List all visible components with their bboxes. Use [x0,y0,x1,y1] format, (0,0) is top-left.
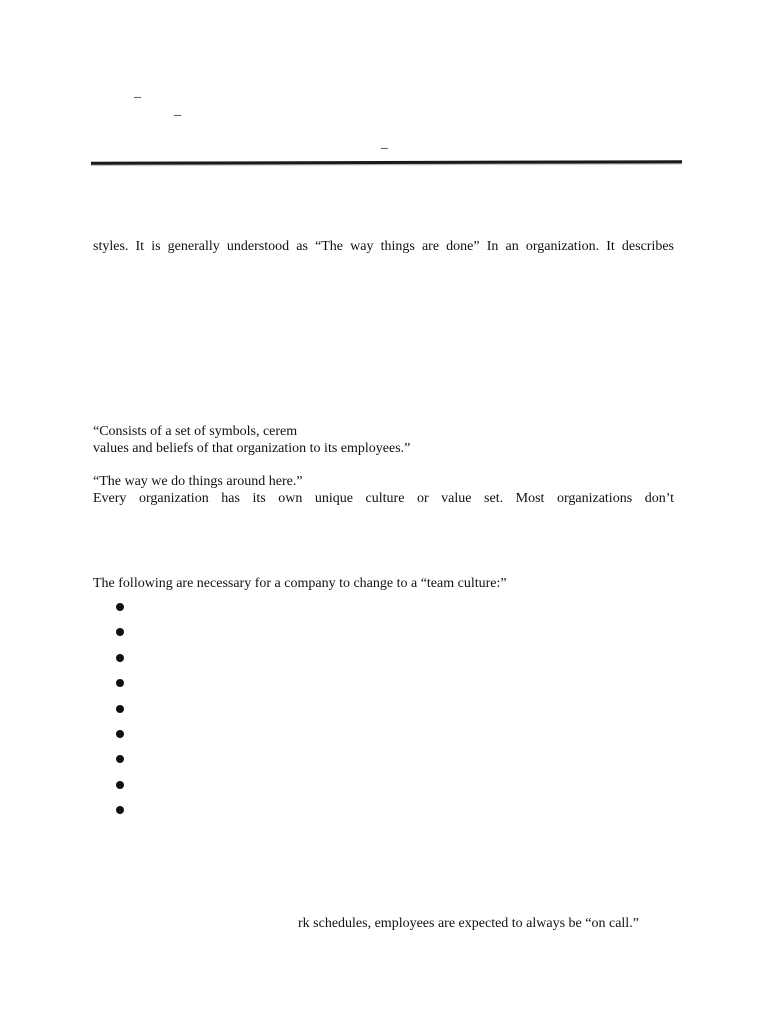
header-mark-1: _ [134,85,141,100]
bullet-icon [116,755,124,763]
header-mark-2: _ [174,103,181,118]
header-mark-3: _ [381,136,388,151]
bullet-icon [116,781,124,789]
bullet-icon [116,806,124,814]
bullet-icon [116,705,124,713]
definition-line: styles. It is generally understood as “The way things are done” In an organization. It describes [93,239,674,254]
bullet-icon [116,603,124,611]
header-rule [91,160,682,165]
every-organization-line: Every organization has its own unique culture or value set. Most organizations don’t [93,491,674,506]
quote-way-line: “The way we do things around here.” [93,474,303,489]
on-call-line: rk schedules, employees are expected to always be “on call.” [298,916,639,931]
bullet-icon [116,679,124,687]
team-culture-intro: The following are necessary for a company to change to a “team culture:” [93,576,507,591]
quote-consists-line: “Consists of a set of symbols, cerem [93,424,298,439]
bullet-icon [116,730,124,738]
quote-values-line: values and beliefs of that organization to its employees.” [93,441,411,456]
bullet-icon [116,628,124,636]
bullet-icon [116,654,124,662]
